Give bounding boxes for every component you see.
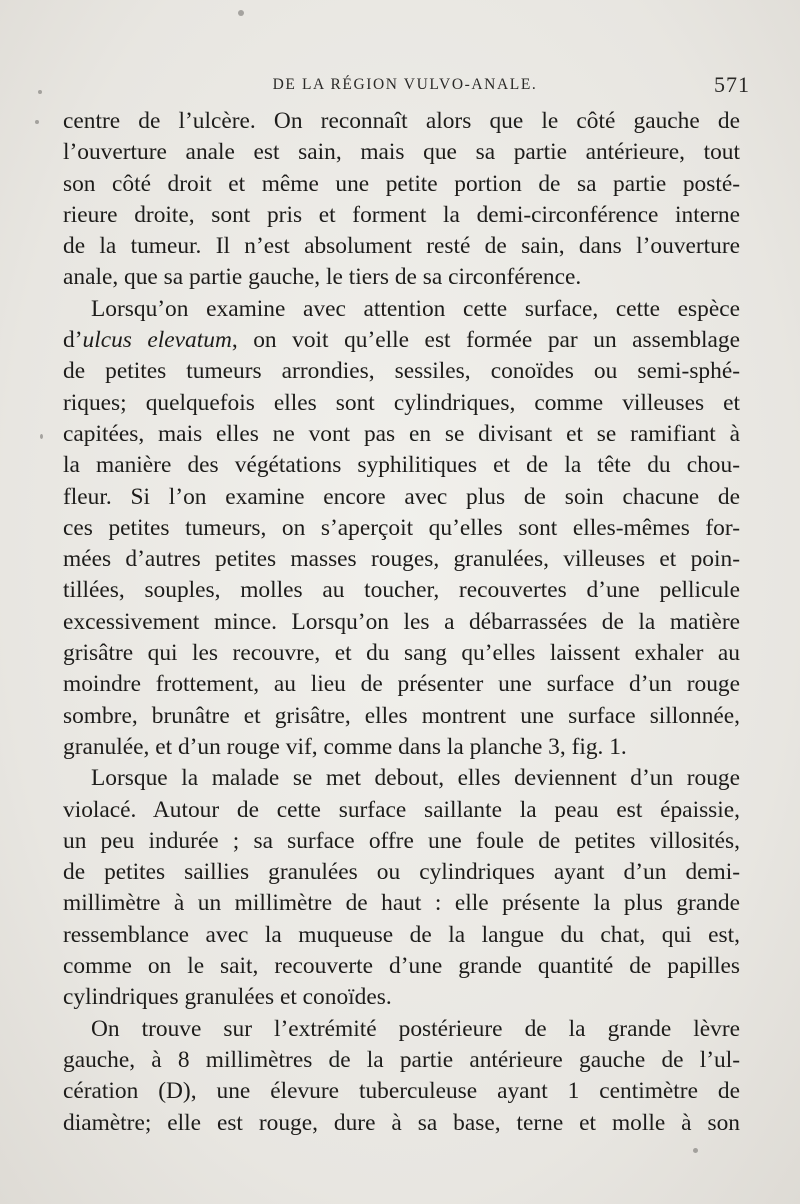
paper-speck <box>40 434 43 439</box>
text-line: de petites saillies granulées ou cylindriques ayant d’un demi- <box>63 859 740 886</box>
page-number: 571 <box>714 72 750 97</box>
text-line: cylindriques granulées et conoïdes. <box>63 984 392 1011</box>
text-line: diamètre; elle est rouge, dure à sa base, terne et molle à son <box>63 1109 740 1136</box>
running-head <box>60 72 750 102</box>
text-line: de petites tumeurs arrondies, sessiles, conoïdes ou semi-sphé- <box>63 358 740 385</box>
text-line: anale, que sa partie gauche, le tiers de sa circonférence. <box>63 264 582 291</box>
text-line: Lorsque la malade se met debout, elles deviennent d’un rouge <box>91 765 740 792</box>
text-line: tillées, souples, molles au toucher, recouvertes d’une pellicule <box>63 577 740 604</box>
paper-speck <box>238 10 244 16</box>
text-line: gauche, à 8 millimètres de la partie antérieure gauche de l’ul- <box>63 1046 740 1073</box>
text-line: millimètre à un millimètre de haut : elle présente la plus grande <box>63 890 740 917</box>
italic-phrase: ulcus elevatum <box>82 327 232 354</box>
text-line: comme on le sait, recouverte d’une grande quantité de papilles <box>63 953 740 980</box>
text-line: centre de l’ulcère. On reconnaît alors que le côté gauche de <box>63 108 740 134</box>
text-line: rieure droite, sont pris et forment la demi-circonférence interne <box>63 201 740 228</box>
text-line: de la tumeur. Il n’est absolument resté de sain, dans l’ouverture <box>63 233 740 260</box>
text-line: cération (D), une élevure tuberculeuse ayant 1 centimètre de <box>63 1078 740 1105</box>
text-line: son côté droit et même une petite portion de sa partie posté- <box>63 170 740 197</box>
text-line: ressemblance avec la muqueuse de la langue du chat, qui est, <box>63 921 740 948</box>
text-line: un peu indurée ; sa surface offre une foule de petites villosités, <box>63 827 740 854</box>
text-fragment: , on voit qu’elle est formée par un assemblage <box>231 327 740 354</box>
text-line: fleur. Si l’on examine encore avec plus de soin chacune de <box>63 483 740 510</box>
text-line: ces petites tumeurs, on s’aperçoit qu’elles sont elles-mêmes for- <box>63 514 740 541</box>
text-line: moindre frottement, au lieu de présenter une surface d’un rouge <box>63 671 740 698</box>
text-fragment: d’ <box>63 327 83 354</box>
paper-speck <box>38 90 42 94</box>
text-line: granulée, et d’un rouge vif, comme dans la planche 3, fig. 1. <box>63 733 627 760</box>
text-line <box>63 325 740 356</box>
text-line: mées d’autres petites masses rouges, granulées, villeuses et poin- <box>63 546 740 573</box>
text-line: excessivement mince. Lorsqu’on les a débarrassées de la matière <box>63 608 740 635</box>
text-line: violacé. Autour de cette surface saillante la peau est épaissie, <box>63 796 740 823</box>
text-line: grisâtre qui les recouvre, et du sang qu’elles laissent exhaler au <box>63 640 740 667</box>
text-line: capitées, mais elles ne vont pas en se divisant et se ramifiant à <box>63 420 740 447</box>
text-line: Lorsqu’on examine avec attention cette surface, cette espèce <box>91 295 740 322</box>
text-line: riques; quelquefois elles sont cylindriques, comme villeuses et <box>63 389 740 416</box>
running-title: DE LA RÉGION VULVO-ANALE. <box>272 76 538 93</box>
text-line: l’ouverture anale est sain, mais que sa partie antérieure, tout <box>63 139 740 166</box>
paper-speck <box>693 1148 698 1153</box>
paper-speck <box>35 120 39 124</box>
text-line: On trouve sur l’extrémité postérieure de la grande lèvre <box>91 1015 740 1042</box>
text-line: la manière des végétations syphilitiques et de la tête du chou- <box>63 452 740 479</box>
text-line: sombre, brunâtre et grisâtre, elles montrent une surface sillonnée, <box>63 702 740 729</box>
body-text <box>63 106 740 1139</box>
